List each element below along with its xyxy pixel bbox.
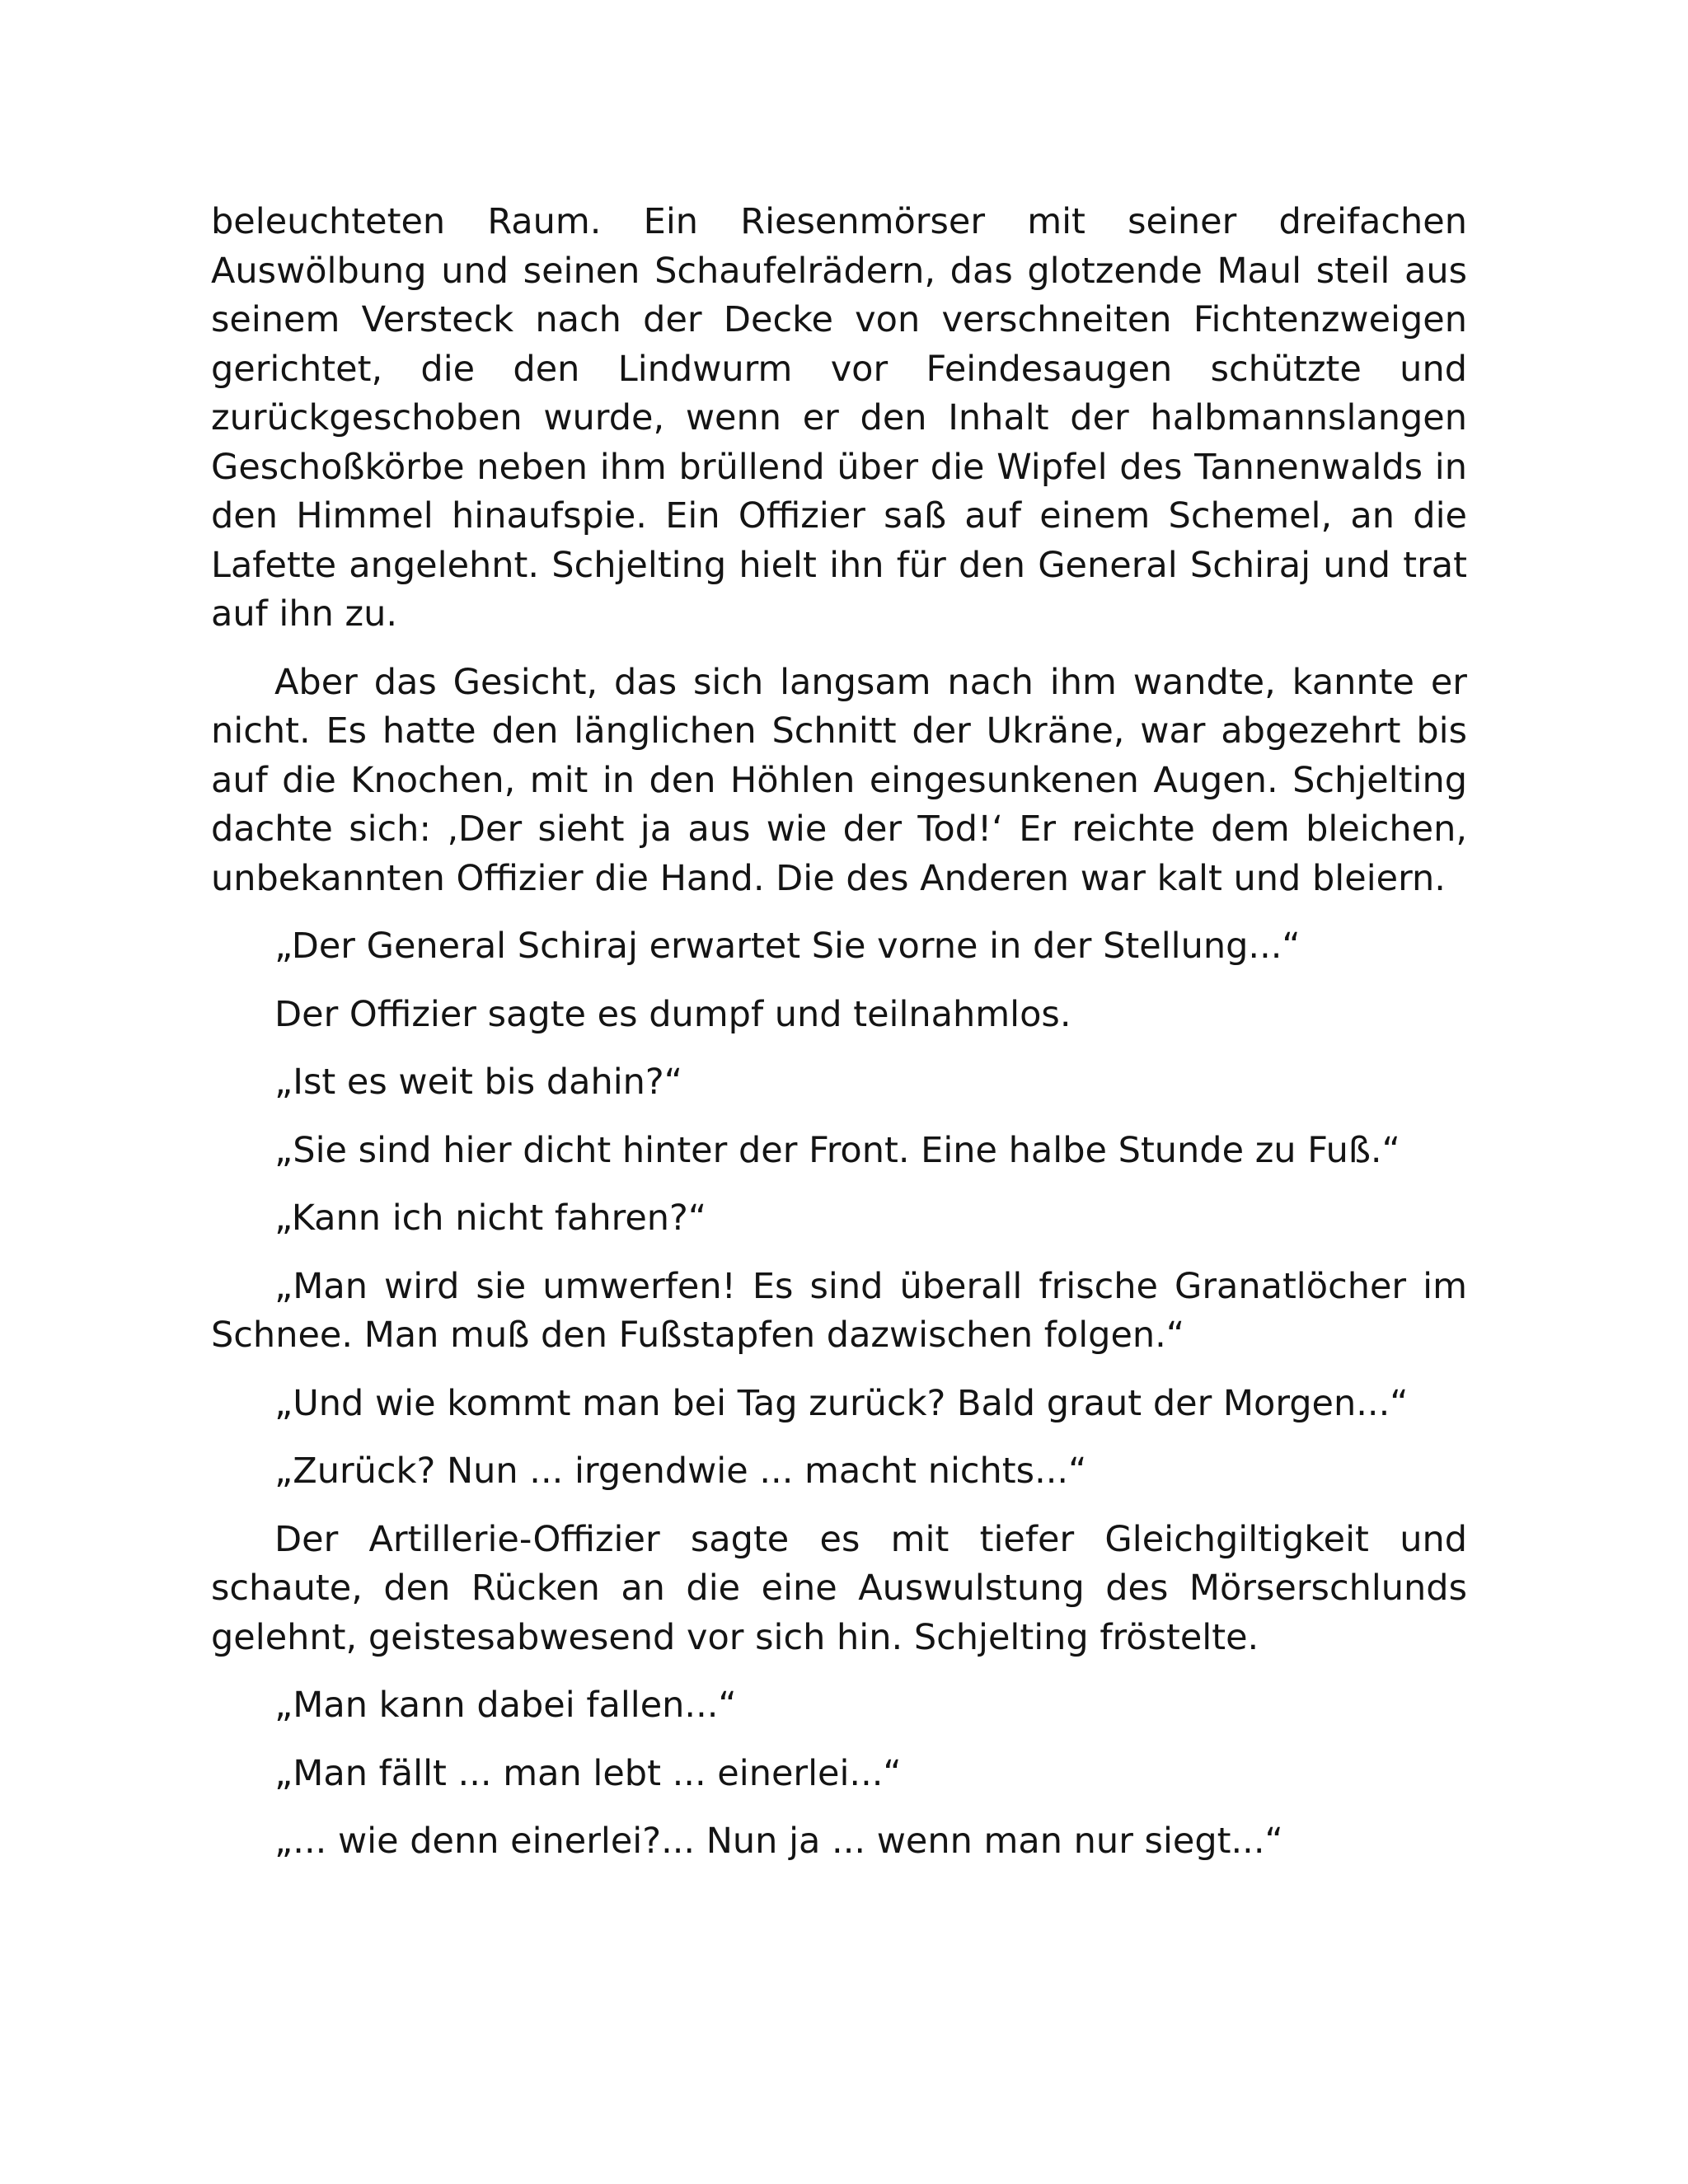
dialogue-line: „Kann ich nicht fahren?“ — [274, 1197, 707, 1239]
dialogue-line: „Man fällt ... man lebt ... einerlei...“ — [274, 1752, 902, 1794]
dialogue-line: „Man wird sie umwerfen! Es sind überall frische Granatlöcher im Schnee. Man muß den Fußstapfen dazwischen folgen.“ — [211, 1265, 1467, 1356]
dialogue-line: „Der General Schiraj erwartet Sie vorne in der Stellung...“ — [274, 926, 1301, 967]
body-text — [211, 198, 1467, 1886]
paragraph: Der Artillerie-Offizier sagte es mit tiefer Gleichgiltigkeit und schaute, den Rücken an die eine Auswulstung des Mörserschlunds gelehnt, geistesabwesend vor sich hin. Schjelting fröstelte. — [211, 1518, 1467, 1658]
dialogue-line: „Sie sind hier dicht hinter der Front. Eine halbe Stunde zu Fuß.“ — [274, 1129, 1400, 1171]
paragraph-continued: beleuchteten Raum. Ein Riesenmörser mit seiner dreifachen Auswölbung und seinen Schaufelrädern, das glotzende Maul steil aus seinem Versteck nach der Decke von verschneiten Fichtenzweigen gerichtet, die den Lindwurm vor Feindesaugen schützte und zurückgeschoben wurde, wenn er den Inhalt der halbmannslangen Geschoßkörbe neben ihm brüllend über die Wipfel des Tannenwalds in den Himmel hinaufspie. Ein Offizier saß auf einem Schemel, an die Lafette angelehnt. Schjelting hielt ihn für den General Schiraj und trat auf ihn zu. — [211, 201, 1467, 635]
dialogue-line: „... wie denn einerlei?... Nun ja ... wenn man nur siegt...“ — [274, 1821, 1283, 1862]
dialogue-line: „Ist es weit bis dahin?“ — [274, 1062, 683, 1103]
dialogue-line: „Zurück? Nun ... irgendwie ... macht nichts...“ — [274, 1451, 1087, 1492]
paragraph: Der Offizier sagte es dumpf und teilnahmlos. — [274, 993, 1071, 1035]
dialogue-line: „Und wie kommt man bei Tag zurück? Bald graut der Morgen...“ — [274, 1382, 1409, 1424]
dialogue-line: „Man kann dabei fallen...“ — [274, 1685, 737, 1726]
paragraph: Aber das Gesicht, das sich langsam nach ihm wandte, kannte er nicht. Es hatte den länglichen Schnitt der Ukräne, war abgezehrt bis auf die Knochen, mit in den Höhlen eingesunkenen Augen. Schjelting dachte sich: ‚Der sieht ja aus wie der Tod!‘ Er reichte dem bleichen, unbekannten Offizier die Hand. Die des Anderen war kalt und bleiern. — [211, 661, 1467, 899]
